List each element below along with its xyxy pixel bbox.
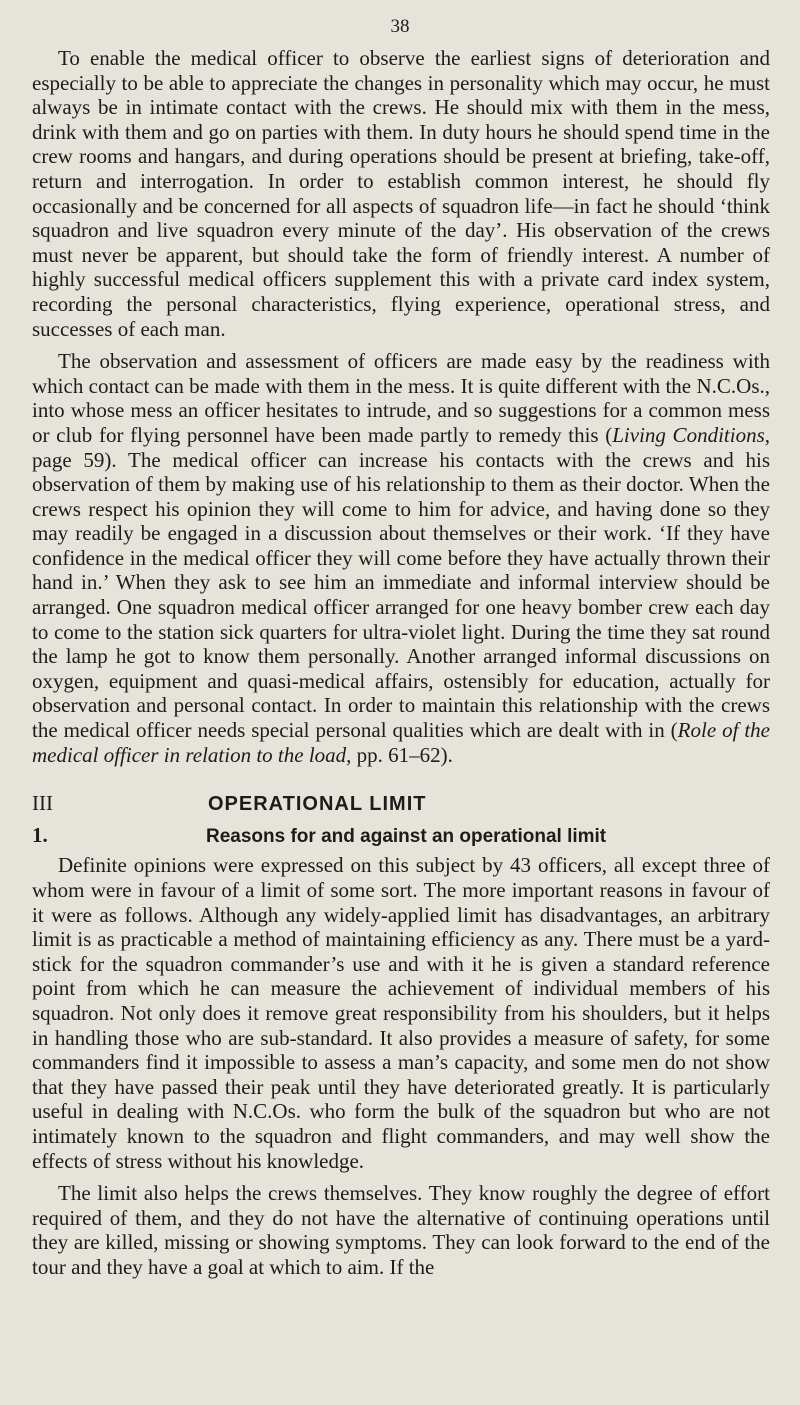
paragraph xyxy=(32,1181,770,1279)
text-run: , pp. 61–62). xyxy=(346,742,453,767)
paragraph xyxy=(32,349,770,767)
paragraph xyxy=(32,46,770,341)
italic-reference: Role of the medical officer in relation to the load xyxy=(32,718,770,767)
section-heading xyxy=(32,791,770,817)
text-run: To enable the medical officer to observe the earliest signs of deterioration and especially to be able to appreciate the changes in personality which may occur, he must always be in intimate contact with the crews. He should mix with them in the mess, drink with them and go on parties with them. In duty hours he should spend time in the crew rooms and hangars, and during operations should be present at briefing, take-off, return and interrogation. In order to establish common interest, he should fly occasionally and be concerned for all aspects of squadron life—in fact he should ‘think squadron and live squadron every minute of the day’. His observation of the crews must never be apparent, but should take the form of friendly interest. A number of highly successful medical officers supplement this with a private card index system, recording the personal characteristics, flying experience, operational stress, and successes of each man. xyxy=(32,46,770,341)
paragraphs-bottom xyxy=(32,853,770,1279)
text-run: Definite opinions were expressed on this subject by 43 officers, all except three of whom were in favour of a limit of some sort. The more important reasons in favour of it were as follows. Although any widely-applied limit has disadvantages, an arbitrary limit is as practicable a method of maintaining efficiency as any. There must be a yard-stick for the squadron commander’s use and with it he is given a standard reference point from which he can measure the achievement of individual members of his squadron. Not only does it remove great responsibility from his shoulders, but it helps in handling those who are sub-standard. It also provides a measure of safety, for some commanders find it impossible to assess a man’s capacity, and some men do not show that they have passed their peak until they have deteriorated greatly. It is particularly useful in dealing with N.C.Os. who form the bulk of the squadron but who are not intimately known to the squadron and flight commanders, and may well show the effects of stress without his knowledge. xyxy=(32,853,770,1173)
paragraphs-top xyxy=(32,46,770,767)
section-number: III xyxy=(32,791,53,816)
italic-reference: Living Conditions xyxy=(612,422,765,447)
subsection-title: Reasons for and against an operational limit xyxy=(206,825,607,847)
page-body xyxy=(32,46,770,1288)
subsection-heading xyxy=(32,823,770,850)
section-title: OPERATIONAL LIMIT xyxy=(208,793,427,816)
text-run: The observation and assessment of officers are made easy by the readiness with which contact can be made with them in the mess. It is quite different with the N.C.Os., into whose mess an officer hesitates to intrude, and so suggestions for a common mess or club for flying personnel have been made partly to remedy this ( xyxy=(32,349,770,447)
text-run: The limit also helps the crews themselves. They know roughly the degree of effort required of them, and they do not have the alternative of continuing operations until they are killed, missing or showing symptoms. They can look forward to the end of the tour and they have a goal at which to aim. If the xyxy=(32,1181,770,1279)
paragraph xyxy=(32,853,770,1173)
subsection-number: 1. xyxy=(32,822,48,847)
page-number: 38 xyxy=(390,16,410,37)
text-run: , page 59). The medical officer can increase his contacts with the crews and his observation of them by making use of his relationship to them as their doctor. When the crews respect his opinion they will come to him for advice, and having done so they may readily be engaged in a discussion about themselves or their work. ‘If they have confidence in the medical officer they will come before they have actually thrown their hand in.’ When they ask to see him an immediate and informal interview should be arranged. One squadron medical officer arranged for one heavy bomber crew each day to come to the station sick quarters for ultra-violet light. During the time they sat round the lamp he got to know them personally. Another arranged informal discussions on oxygen, equipment and quasi-medical affairs, ostensibly for education, actually for observation and personal contact. In order to maintain this relationship with the crews the medical officer needs special personal qualities which are dealt with in ( xyxy=(32,422,770,743)
